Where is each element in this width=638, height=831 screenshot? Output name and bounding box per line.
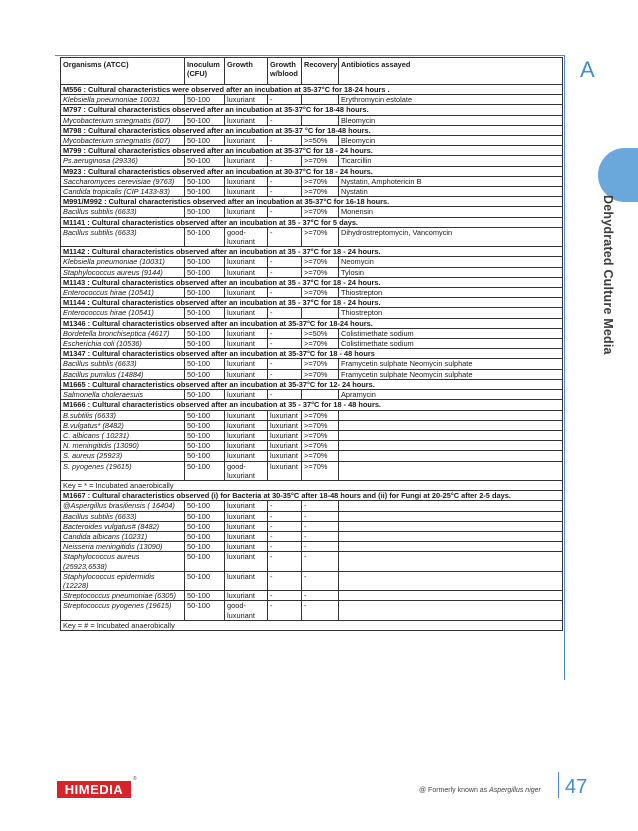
growth-cell: luxuriant	[225, 207, 268, 217]
table-row	[61, 156, 563, 166]
antibiotic-cell: Framycetin sulphate Neomycin sulphate	[339, 359, 563, 369]
antibiotic-cell: Nystatin, Amphotericin B	[339, 176, 563, 186]
logo-text: HIMEDIA	[64, 782, 124, 797]
organism-cell: Escherichia coli (10536)	[61, 339, 185, 349]
section-header-text: M991/M992 : Cultural characteristics observed after an incubation at 35-37°C for 16-18 hours.	[61, 197, 563, 207]
section-header-row	[61, 491, 563, 501]
inoculum-cell: 50-100	[185, 207, 225, 217]
growth-blood-cell: -	[268, 176, 302, 186]
growth-cell: luxuriant	[225, 288, 268, 298]
table-row	[61, 136, 563, 146]
inoculum-cell: 50-100	[185, 430, 225, 440]
section-header-text: M799 : Cultural characteristics observed after an incubation at 35-37°C for 18 - 24 hours.	[61, 146, 563, 156]
recovery-cell: -	[302, 542, 339, 552]
recovery-cell: >=70%	[302, 288, 339, 298]
growth-blood-cell: -	[268, 531, 302, 541]
growth-cell: luxuriant	[225, 571, 268, 590]
table-row	[61, 521, 563, 531]
table-row	[61, 308, 563, 318]
growth-blood-cell: -	[268, 136, 302, 146]
growth-cell: good-luxuriant	[225, 601, 268, 620]
table-row	[61, 227, 563, 246]
organism-cell: Klebsiella pneumoniae (10031)	[61, 257, 185, 267]
section-header-text: M1665 : Cultural characteristics observed after an incubation at 35-37°C for 12- 24 hours.	[61, 379, 563, 389]
organism-cell: Bacillus subtilis (6633)	[61, 359, 185, 369]
recovery-cell: >=70%	[302, 187, 339, 197]
key-note-text: Key = * = Incubated anaerobically	[61, 480, 563, 490]
recovery-cell: -	[302, 511, 339, 521]
section-header-row	[61, 400, 563, 410]
growth-blood-cell: -	[268, 95, 302, 105]
organism-cell: Bacillus subtilis (6633)	[61, 511, 185, 521]
section-header-row	[61, 277, 563, 287]
header-organisms: Organisms (ATCC)	[61, 58, 185, 85]
growth-blood-cell: luxuriant	[268, 420, 302, 430]
inoculum-cell: 50-100	[185, 115, 225, 125]
table-row	[61, 257, 563, 267]
organism-cell: Bacteroides vulgatus# (8482)	[61, 521, 185, 531]
antibiotic-cell: Thiostrepton	[339, 288, 563, 298]
growth-blood-cell: -	[268, 156, 302, 166]
organism-cell: C. albicans ( 10231)	[61, 430, 185, 440]
growth-blood-cell: luxuriant	[268, 430, 302, 440]
organism-cell: Bacillus pumilus (14884)	[61, 369, 185, 379]
inoculum-cell: 50-100	[185, 501, 225, 511]
organism-cell: N. meningitidis (13090)	[61, 441, 185, 451]
table-row	[61, 115, 563, 125]
section-header-text: M1143 : Cultural characteristics observed after an incubation at 35 - 37°C for 18 - 24 hours.	[61, 277, 563, 287]
antibiotic-cell: Erythromycin estolate	[339, 95, 563, 105]
section-header-text: M1347 : Cultural characteristics observed after an incubation at 35-37°C for 18 - 48 hours	[61, 349, 563, 359]
inoculum-cell: 50-100	[185, 288, 225, 298]
recovery-cell: >=70%	[302, 267, 339, 277]
recovery-cell: >=70%	[302, 430, 339, 440]
section-header-row	[61, 105, 563, 115]
table-row	[61, 267, 563, 277]
recovery-cell: -	[302, 571, 339, 590]
recovery-cell	[302, 390, 339, 400]
table-row	[61, 207, 563, 217]
growth-cell: luxuriant	[225, 552, 268, 571]
table-row	[61, 390, 563, 400]
table-row	[61, 359, 563, 369]
inoculum-cell: 50-100	[185, 571, 225, 590]
inoculum-cell: 50-100	[185, 542, 225, 552]
frame-right-rule	[564, 55, 565, 680]
growth-blood-cell: luxuriant	[268, 441, 302, 451]
recovery-cell: >=70%	[302, 156, 339, 166]
antibiotic-cell	[339, 521, 563, 531]
inoculum-cell: 50-100	[185, 441, 225, 451]
recovery-cell: -	[302, 501, 339, 511]
organism-cell: Mycobacterium smegmatis (607)	[61, 136, 185, 146]
table-row	[61, 339, 563, 349]
growth-blood-cell: -	[268, 187, 302, 197]
section-header-text: M556 : Cultural characteristics were observed after an incubation at 35-37°C for 18-24 hours .	[61, 85, 563, 95]
growth-blood-cell: luxuriant	[268, 451, 302, 461]
growth-blood-cell: -	[268, 552, 302, 571]
growth-cell: luxuriant	[225, 359, 268, 369]
growth-blood-cell: -	[268, 288, 302, 298]
recovery-cell: >=70%	[302, 410, 339, 420]
growth-cell: luxuriant	[225, 531, 268, 541]
antibiotic-cell	[339, 531, 563, 541]
growth-cell: luxuriant	[225, 187, 268, 197]
organism-cell: Staphylococcus aureus (9144)	[61, 267, 185, 277]
organism-cell: Candida albicans (10231)	[61, 531, 185, 541]
section-header-text: M1667 : Cultural characteristics observed (i) for Bacteria at 30-35°C after 18-48 hours and (ii) for Fungi at 20-25°C after 2-5 days.	[61, 491, 563, 501]
growth-blood-cell: -	[268, 501, 302, 511]
table-row	[61, 511, 563, 521]
antibiotic-cell: Colistimethate sodium	[339, 339, 563, 349]
growth-cell: luxuriant	[225, 267, 268, 277]
growth-blood-cell: -	[268, 369, 302, 379]
inoculum-cell: 50-100	[185, 308, 225, 318]
section-header-text: M1666 : Cultural characteristics observed after an incubation at 35 - 37°C for 18 - 48 hours.	[61, 400, 563, 410]
recovery-cell: -	[302, 531, 339, 541]
growth-cell: good-luxuriant	[225, 227, 268, 246]
organism-cell: Streptococcus pyogenes (19615)	[61, 601, 185, 620]
growth-cell: luxuriant	[225, 390, 268, 400]
table-row	[61, 601, 563, 620]
antibiotic-cell	[339, 552, 563, 571]
growth-cell: luxuriant	[225, 420, 268, 430]
recovery-cell	[302, 308, 339, 318]
growth-blood-cell: -	[268, 571, 302, 590]
inoculum-cell: 50-100	[185, 257, 225, 267]
growth-blood-cell: -	[268, 542, 302, 552]
antibiotic-cell	[339, 542, 563, 552]
antibiotic-cell: Bleomycin	[339, 115, 563, 125]
recovery-cell: >=70%	[302, 359, 339, 369]
organism-cell: Mycobacterium smegmatis (607)	[61, 115, 185, 125]
table-row	[61, 420, 563, 430]
organism-cell: S. aureus (25923)	[61, 451, 185, 461]
footnote-prefix: @ Formerly known as	[419, 787, 490, 794]
section-header-row	[61, 166, 563, 176]
antibiotic-cell: Apramycin	[339, 390, 563, 400]
inoculum-cell: 50-100	[185, 511, 225, 521]
organism-cell: Ps.aeruginosa (29336)	[61, 156, 185, 166]
table-row	[61, 410, 563, 420]
table-row	[61, 176, 563, 186]
antibiotic-cell	[339, 410, 563, 420]
section-header-text: M797 : Cultural characteristics observed after an incubation at 35-37°C for 18-48 hours.	[61, 105, 563, 115]
recovery-cell: >=70%	[302, 441, 339, 451]
inoculum-cell: 50-100	[185, 451, 225, 461]
header-antibiotics: Antibiotics assayed	[339, 58, 563, 85]
section-header-row	[61, 318, 563, 328]
growth-blood-cell: -	[268, 267, 302, 277]
organism-cell: Enterococcus hirae (10541)	[61, 308, 185, 318]
culture-table	[60, 57, 563, 631]
organism-cell: B.vulgatus* (8482)	[61, 420, 185, 430]
inoculum-cell: 50-100	[185, 591, 225, 601]
table-row	[61, 591, 563, 601]
inoculum-cell: 50-100	[185, 359, 225, 369]
recovery-cell: >=50%	[302, 136, 339, 146]
antibiotic-cell	[339, 601, 563, 620]
antibiotic-cell: Neomycin	[339, 257, 563, 267]
recovery-cell	[302, 95, 339, 105]
organism-cell: Enterococcus hirae (10541)	[61, 288, 185, 298]
recovery-cell: >=70%	[302, 420, 339, 430]
antibiotic-cell	[339, 441, 563, 451]
recovery-cell: >=70%	[302, 207, 339, 217]
recovery-cell: -	[302, 601, 339, 620]
organism-cell: S. pyogenes (19615)	[61, 461, 185, 480]
inoculum-cell: 50-100	[185, 390, 225, 400]
growth-cell: good-luxuriant	[225, 461, 268, 480]
table-row	[61, 571, 563, 590]
inoculum-cell: 50-100	[185, 601, 225, 620]
header-inoculum: Inoculum (CFU)	[185, 58, 225, 85]
organism-cell: Neisseria meningitidis (13090)	[61, 542, 185, 552]
organism-cell: Klebsiella pneumoniae 10031	[61, 95, 185, 105]
footnote-species: Aspergillus niger	[489, 787, 541, 794]
section-header-text: M1142 : Cultural characteristics observed after an incubation at 35 - 37°C for 18 - 24 hours.	[61, 247, 563, 257]
growth-cell: luxuriant	[225, 308, 268, 318]
table-row	[61, 369, 563, 379]
growth-cell: luxuriant	[225, 441, 268, 451]
header-growth-blood: Growth w/blood	[268, 58, 302, 85]
inoculum-cell: 50-100	[185, 521, 225, 531]
growth-blood-cell: -	[268, 257, 302, 267]
inoculum-cell: 50-100	[185, 176, 225, 186]
antibiotic-cell: Ticarcillin	[339, 156, 563, 166]
growth-cell: luxuriant	[225, 591, 268, 601]
growth-blood-cell: -	[268, 115, 302, 125]
growth-cell: luxuriant	[225, 176, 268, 186]
frame-top-rule	[55, 55, 565, 56]
antibiotic-cell: Dihydrostreptomycin, Vancomycin	[339, 227, 563, 246]
growth-cell: luxuriant	[225, 369, 268, 379]
growth-blood-cell: -	[268, 207, 302, 217]
table-row	[61, 542, 563, 552]
header-growth: Growth	[225, 58, 268, 85]
recovery-cell: >=70%	[302, 227, 339, 246]
growth-cell: luxuriant	[225, 501, 268, 511]
section-header-row	[61, 85, 563, 95]
growth-cell: luxuriant	[225, 156, 268, 166]
recovery-cell: -	[302, 552, 339, 571]
antibiotic-cell	[339, 430, 563, 440]
recovery-cell: >=70%	[302, 257, 339, 267]
page-number: 47	[565, 776, 588, 798]
section-header-row	[61, 125, 563, 135]
recovery-cell: >=70%	[302, 451, 339, 461]
inoculum-cell: 50-100	[185, 187, 225, 197]
growth-cell: luxuriant	[225, 521, 268, 531]
header-recovery: Recovery	[302, 58, 339, 85]
antibiotic-cell	[339, 571, 563, 590]
organism-cell: Bacillus subtilis (6633)	[61, 207, 185, 217]
table-row	[61, 328, 563, 338]
inoculum-cell: 50-100	[185, 136, 225, 146]
growth-blood-cell: -	[268, 511, 302, 521]
inoculum-cell: 50-100	[185, 369, 225, 379]
growth-cell: luxuriant	[225, 511, 268, 521]
inoculum-cell: 50-100	[185, 552, 225, 571]
growth-cell: luxuriant	[225, 136, 268, 146]
growth-cell: luxuriant	[225, 257, 268, 267]
table-row	[61, 288, 563, 298]
section-header-text: M798 : Cultural characteristics observed after an incubation at 35-37 °C for 18-48 hours.	[61, 125, 563, 135]
recovery-cell: >=70%	[302, 176, 339, 186]
section-letter: A	[580, 57, 595, 82]
table-row	[61, 461, 563, 480]
key-note-row	[61, 480, 563, 490]
organism-cell: B.subtilis (6633)	[61, 410, 185, 420]
recovery-cell: >=50%	[302, 328, 339, 338]
section-header-row	[61, 349, 563, 359]
table-row	[61, 430, 563, 440]
antibiotic-cell	[339, 501, 563, 511]
antibiotic-cell	[339, 451, 563, 461]
section-header-row	[61, 197, 563, 207]
growth-blood-cell: luxuriant	[268, 410, 302, 420]
growth-cell: luxuriant	[225, 542, 268, 552]
growth-blood-cell: -	[268, 601, 302, 620]
growth-cell: luxuriant	[225, 95, 268, 105]
section-header-text: M1346 : Cultural characteristics observed after an incubation at 35-37°C for 18-24 hours.	[61, 318, 563, 328]
growth-blood-cell: -	[268, 328, 302, 338]
himedia-logo	[57, 781, 131, 798]
antibiotic-cell: Bleomycin	[339, 136, 563, 146]
growth-cell: luxuriant	[225, 328, 268, 338]
section-header-text: M923 : Cultural characteristics observed after an incubation at 30-37°C for 18 - 24 hours.	[61, 166, 563, 176]
growth-blood-cell: -	[268, 359, 302, 369]
antibiotic-cell	[339, 591, 563, 601]
key-note-text: Key = # = Incubated anaerobically	[61, 620, 563, 630]
growth-blood-cell: -	[268, 591, 302, 601]
organism-cell: Salmonella choleraesuis	[61, 390, 185, 400]
inoculum-cell: 50-100	[185, 267, 225, 277]
antibiotic-cell: Framycetin sulphate Neomycin sulphate	[339, 369, 563, 379]
inoculum-cell: 50-100	[185, 95, 225, 105]
growth-blood-cell: -	[268, 390, 302, 400]
antibiotic-cell: Colistimethate sodium	[339, 328, 563, 338]
section-header-row	[61, 298, 563, 308]
growth-cell: luxuriant	[225, 339, 268, 349]
growth-cell: luxuriant	[225, 115, 268, 125]
growth-cell: luxuriant	[225, 430, 268, 440]
growth-blood-cell: luxuriant	[268, 461, 302, 480]
inoculum-cell: 50-100	[185, 531, 225, 541]
table-row	[61, 187, 563, 197]
antibiotic-cell: Monensin	[339, 207, 563, 217]
organism-cell: Candida tropicalis (CIP 1433-83)	[61, 187, 185, 197]
growth-blood-cell: -	[268, 227, 302, 246]
section-header-row	[61, 217, 563, 227]
section-header-text: M1141 : Cultural characteristics observed after an incubation at 35 - 37°C for 5 days.	[61, 217, 563, 227]
organism-cell: @Aspergillus brasiliensis ( 16404)	[61, 501, 185, 511]
inoculum-cell: 50-100	[185, 461, 225, 480]
recovery-cell: -	[302, 591, 339, 601]
organism-cell: Saccharomyces cerevisiae (9763)	[61, 176, 185, 186]
table-body	[61, 85, 563, 631]
antibiotic-cell	[339, 420, 563, 430]
table-row	[61, 552, 563, 571]
key-note-row	[61, 620, 563, 630]
inoculum-cell: 50-100	[185, 328, 225, 338]
table-row	[61, 95, 563, 105]
inoculum-cell: 50-100	[185, 339, 225, 349]
organism-cell: Staphylococcus epidermidis (12228)	[61, 571, 185, 590]
table-row	[61, 451, 563, 461]
section-header-row	[61, 379, 563, 389]
antibiotic-cell	[339, 511, 563, 521]
inoculum-cell: 50-100	[185, 227, 225, 246]
recovery-cell: >=70%	[302, 369, 339, 379]
organism-cell: Bordetella bronchiseptica (4617)	[61, 328, 185, 338]
recovery-cell: -	[302, 521, 339, 531]
organism-cell: Streptococcus pneumoniae (6305)	[61, 591, 185, 601]
side-tab	[598, 148, 638, 202]
antibiotic-cell: Tylosin	[339, 267, 563, 277]
organism-cell: Staphylococcus aureus (25923,6538)	[61, 552, 185, 571]
antibiotic-cell	[339, 461, 563, 480]
growth-blood-cell: -	[268, 521, 302, 531]
inoculum-cell: 50-100	[185, 420, 225, 430]
inoculum-cell: 50-100	[185, 410, 225, 420]
recovery-cell: >=70%	[302, 461, 339, 480]
growth-cell: luxuriant	[225, 410, 268, 420]
growth-blood-cell: -	[268, 308, 302, 318]
recovery-cell	[302, 115, 339, 125]
table-row	[61, 441, 563, 451]
footnote	[419, 787, 541, 794]
growth-cell: luxuriant	[225, 451, 268, 461]
growth-blood-cell: -	[268, 339, 302, 349]
footer-rule	[558, 772, 559, 798]
recovery-cell: >=70%	[302, 339, 339, 349]
inoculum-cell: 50-100	[185, 156, 225, 166]
table-row	[61, 531, 563, 541]
section-header-row	[61, 247, 563, 257]
table-row	[61, 501, 563, 511]
antibiotic-cell: Thiostrepton	[339, 308, 563, 318]
logo-registered-mark: ®	[133, 776, 137, 782]
section-header-row	[61, 146, 563, 156]
table-header-row	[61, 58, 563, 85]
antibiotic-cell: Nystatin	[339, 187, 563, 197]
side-tab-label: Dehydrated Culture Media	[601, 195, 615, 355]
section-header-text: M1144 : Cultural characteristics observed after an incubation at 35 - 37°C for 18 - 24 hours.	[61, 298, 563, 308]
organism-cell: Bacillus subtilis (6633)	[61, 227, 185, 246]
